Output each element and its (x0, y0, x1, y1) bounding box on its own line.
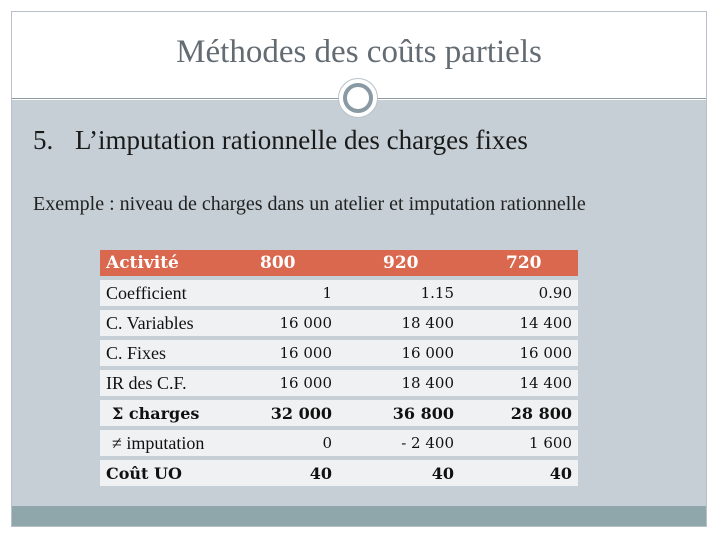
row-label: C. Fixes (100, 340, 218, 366)
cell: 16 000 (218, 340, 338, 366)
header-col-1: 800 (218, 250, 338, 276)
table-row (100, 340, 578, 366)
cell: 0 (218, 430, 338, 456)
row-label: ≠ imputation (100, 430, 218, 456)
header-col-3: 720 (460, 250, 578, 276)
cell: 16 000 (218, 310, 338, 336)
cell: 28 800 (460, 400, 578, 426)
table-row (100, 280, 578, 306)
cell: 40 (460, 460, 578, 486)
cell: 16 000 (218, 370, 338, 396)
cell: 16 000 (338, 340, 460, 366)
cell: 14 400 (460, 370, 578, 396)
charges-table (100, 246, 578, 490)
row-label: Coût UO (100, 460, 218, 486)
cell: 36 800 (338, 400, 460, 426)
cell: 40 (218, 460, 338, 486)
row-label: C. Variables (100, 310, 218, 336)
cell: 0.90 (460, 280, 578, 306)
circle-ring-icon (343, 83, 373, 113)
table-row (100, 400, 578, 426)
row-label: Coefficient (100, 280, 218, 306)
cell: 1 600 (460, 430, 578, 456)
cell: 18 400 (338, 370, 460, 396)
table-row (100, 430, 578, 456)
cell: 32 000 (218, 400, 338, 426)
cell: 1 (218, 280, 338, 306)
cell: 18 400 (338, 310, 460, 336)
section-heading (33, 125, 528, 156)
cell: - 2 400 (338, 430, 460, 456)
cell: 1.15 (338, 280, 460, 306)
table-row (100, 370, 578, 396)
row-label: IR des C.F. (100, 370, 218, 396)
cell: 16 000 (460, 340, 578, 366)
header-col-2: 920 (338, 250, 460, 276)
cell: 40 (338, 460, 460, 486)
table-header-row (100, 250, 578, 276)
slide-title: Méthodes des coûts partiels (176, 34, 542, 70)
table-row (100, 460, 578, 486)
row-label: Σ charges (100, 400, 218, 426)
section-number: 5. (33, 125, 54, 155)
section-title: L’imputation rationnelle des charges fixes (75, 125, 528, 155)
footer-bar (12, 506, 706, 526)
table-row (100, 310, 578, 336)
header-label: Activité (100, 250, 218, 276)
cell: 14 400 (460, 310, 578, 336)
example-text: Exemple : niveau de charges dans un atelier et imputation rationnelle (33, 193, 586, 215)
